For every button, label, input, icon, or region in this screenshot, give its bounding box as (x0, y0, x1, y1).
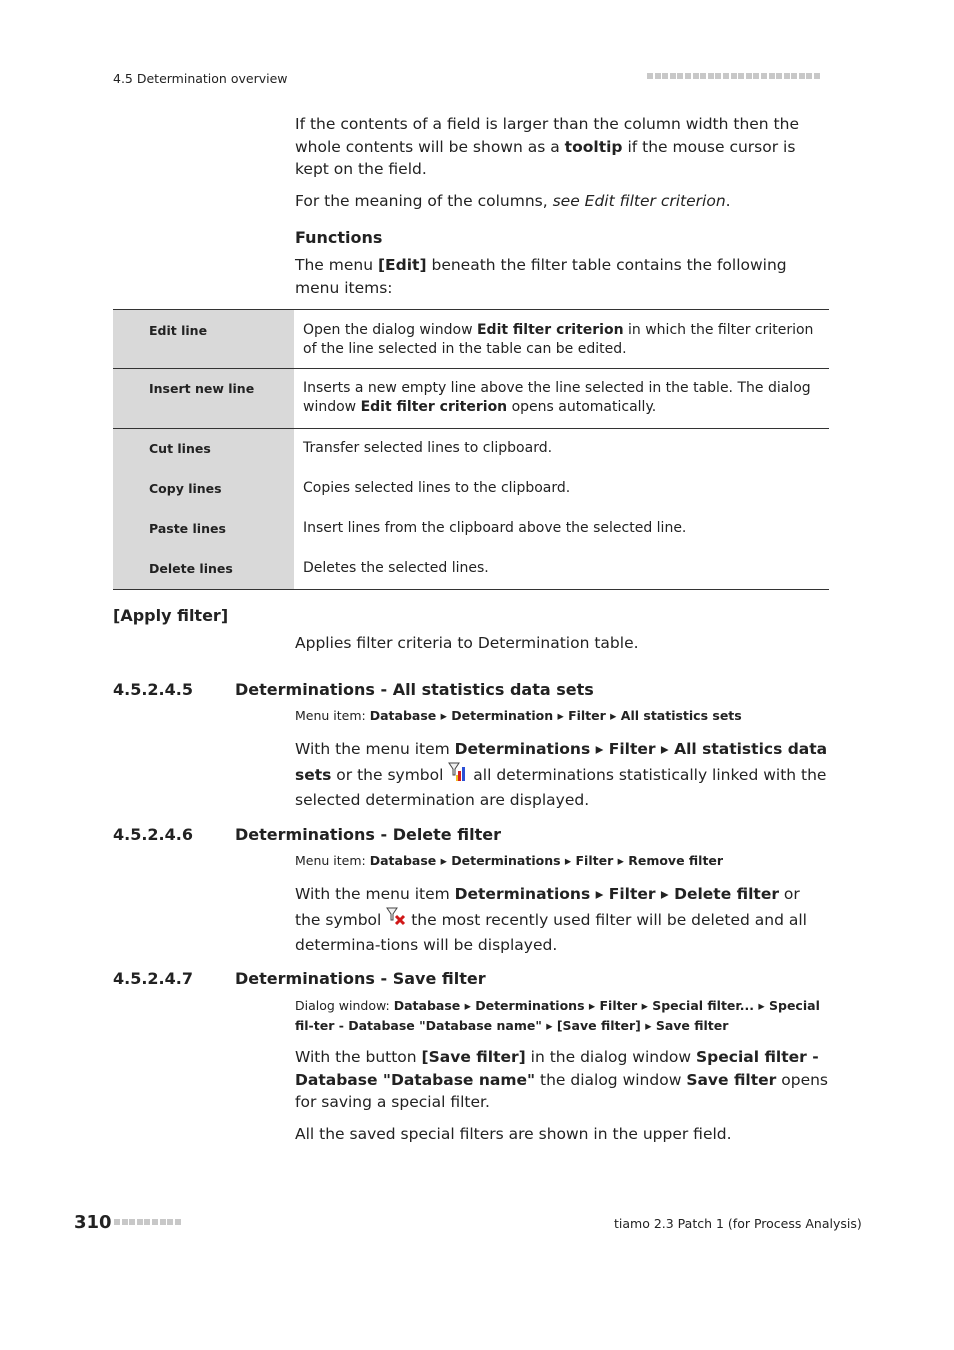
tooltip-term: tooltip (564, 137, 623, 156)
row-key: Cut lines (113, 429, 294, 469)
row-value (294, 369, 829, 429)
row-key: Paste lines (113, 509, 294, 549)
statistics-filter-icon (448, 762, 468, 782)
section-paragraph: All the saved special filters are shown in the upper field. (295, 1125, 732, 1143)
row-value-text: opens automatically. (507, 399, 657, 415)
para-text: or the symbol (295, 885, 800, 929)
section-number: 4.5.2.4.6 (113, 825, 193, 844)
functions-description (295, 254, 815, 299)
para-text: the dialog window (535, 1070, 687, 1089)
product-name: tiamo 2.3 Patch 1 (for Process Analysis) (614, 1216, 862, 1231)
para-text: opens for saving a special filter. (295, 1070, 829, 1111)
menu-prefix: Menu item: (295, 853, 370, 868)
see-link[interactable]: see Edit filter criterion (552, 192, 726, 210)
menu-path-items: Database ▸ Determinations ▸ Filter ▸ Remove filter (369, 853, 724, 868)
apply-filter-description: Applies filter criteria to Determination table. (295, 634, 639, 652)
row-key: Delete lines (113, 549, 294, 590)
intro-text-end: if the mouse cursor is kept on the field. (295, 137, 796, 178)
row-value: Insert lines from the clipboard above the selected line. (303, 519, 687, 536)
table-row (113, 509, 829, 549)
row-key: Edit line (113, 310, 294, 369)
row-value-bold: Edit filter criterion (476, 322, 624, 338)
table-row (113, 369, 829, 429)
save-filter-button-label: [Save filter] (421, 1048, 526, 1066)
para-text: With the menu item (295, 885, 455, 903)
table-row (113, 469, 829, 509)
row-value (294, 310, 829, 369)
section-number: 4.5.2.4.5 (113, 680, 193, 699)
table-row (113, 549, 829, 590)
para-text: With the menu item (295, 740, 455, 758)
delete-filter-icon (386, 907, 406, 927)
dialog-name: Save filter (686, 1070, 777, 1089)
edit-menu-label: [Edit] (377, 256, 427, 274)
row-value: Deletes the selected lines. (294, 549, 829, 590)
running-header: 4.5 Determination overview (113, 71, 288, 86)
intro-paragraph (295, 113, 829, 181)
dialog-path (295, 996, 829, 1036)
section-number: 4.5.2.4.7 (113, 969, 193, 988)
row-value-text: Inserts a new empty line above the line selected in the table. The dialog window (303, 380, 811, 415)
menu-prefix: Dialog window: (295, 998, 394, 1013)
menu-path-items: Database ▸ Determinations ▸ Filter ▸ Special filter... ▸ Special fil-ter - Database "Database name" ▸ [Save filter] ▸ Save filter (295, 998, 820, 1033)
row-value: Transfer selected lines to clipboard. (294, 429, 829, 469)
footer-decoration (114, 1219, 182, 1238)
section-title: Determinations - All statistics data sets (235, 680, 594, 699)
para-text: in the dialog window (525, 1048, 696, 1066)
header-decoration (647, 73, 829, 82)
menu-path-items: Database ▸ Determination ▸ Filter ▸ All statistics sets (369, 708, 742, 723)
ref-text: For the meaning of the columns, (295, 192, 553, 210)
row-value-text: Open the dialog window (303, 322, 477, 338)
desc-text-end: beneath the filter table contains the following menu items: (295, 256, 787, 297)
ref-period: . (725, 192, 731, 210)
section-title: Determinations - Delete filter (235, 825, 501, 844)
section-paragraph (295, 882, 829, 958)
functions-heading: Functions (295, 228, 383, 247)
table-row (113, 429, 829, 469)
section-paragraph (295, 737, 831, 813)
apply-filter-label: [Apply filter] (113, 606, 229, 625)
table-row (113, 310, 829, 369)
functions-table (113, 309, 829, 590)
page-number: 310 (74, 1212, 112, 1233)
intro-text: If the contents of a field is larger than the column width then the whole contents will be shown as a (295, 115, 799, 156)
para-text: or the symbol (331, 766, 449, 784)
para-text: all determinations statistically linked with the selected determination are displayed. (295, 766, 827, 809)
dialog-name: Special filter - Database "Database name" (295, 1048, 819, 1089)
desc-text: The menu (295, 256, 378, 274)
menu-path (295, 706, 829, 726)
row-key: Insert new line (113, 369, 294, 429)
menu-path (295, 851, 829, 871)
section-title: Determinations - Save filter (235, 969, 486, 988)
row-value-bold: Edit filter criterion (360, 399, 508, 415)
row-key: Copy lines (113, 469, 294, 509)
para-text: With the button (295, 1048, 422, 1066)
row-value-text: in which the filter criterion of the line selected in the table can be edited. (303, 322, 814, 357)
section-paragraph (295, 1046, 829, 1114)
para-text: the most recently used filter will be deleted and all determina-tions will be displayed. (295, 911, 807, 954)
row-value: Copies selected lines to the clipboard. (303, 479, 571, 496)
columns-reference (295, 190, 829, 213)
menu-prefix: Menu item: (295, 708, 370, 723)
menu-item-bold: Determinations ▸ Filter ▸ All statistics data sets (295, 740, 828, 784)
menu-item-bold: Determinations ▸ Filter ▸ Delete filter (454, 885, 779, 903)
